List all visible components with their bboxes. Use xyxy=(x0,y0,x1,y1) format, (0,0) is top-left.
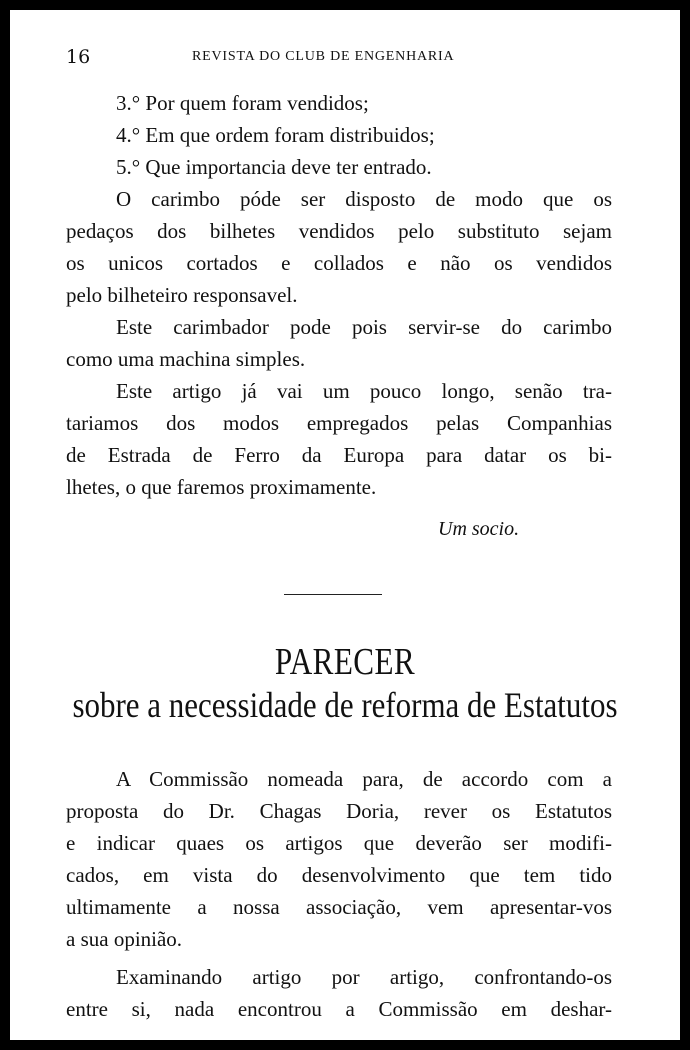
section-subtitle: sobre a necessidade de reforma de Estatutos xyxy=(72,685,618,725)
parecer-text xyxy=(66,764,612,1034)
text-line: Este carimbador pode pois servir-se do carimbo xyxy=(116,315,612,339)
text-line: A Commissão nomeada para, de accordo com a xyxy=(116,767,612,791)
text-line: pedaços dos bilhetes vendidos pelo substituto sejam xyxy=(66,219,612,243)
text-line: lhetes, o que faremos proximamente. xyxy=(66,475,377,499)
author-signature: Um socio. xyxy=(438,518,520,540)
text-line: 3.° Por quem foram vendidos; xyxy=(116,91,369,115)
text-line: proposta do Dr. Chagas Doria, rever os Estatutos xyxy=(66,799,612,823)
text-line: pelo bilheteiro responsavel. xyxy=(66,283,298,307)
text-line: ultimamente a nossa associação, vem apresentar-vos xyxy=(66,895,612,919)
text-line: entre si, nada encontrou a Commissão em deshar- xyxy=(66,997,612,1021)
section-divider xyxy=(284,594,382,595)
text-line: 5.° Que importancia deve ter entrado. xyxy=(116,155,432,179)
section-title: PARECER xyxy=(274,641,416,683)
text-line: e indicar quaes os artigos que deverão ser modifi- xyxy=(66,831,612,855)
text-line: 4.° Em que ordem foram distribuidos; xyxy=(116,123,435,147)
page-number: 16 xyxy=(66,46,91,68)
running-title: REVISTA DO CLUB DE ENGENHARIA xyxy=(192,49,455,64)
text-line: de Estrada de Ferro da Europa para datar os bi- xyxy=(66,443,612,467)
text-line: tariamos dos modos empregados pelas Companhias xyxy=(66,411,612,435)
text-line: os unicos cortados e collados e não os vendidos xyxy=(66,251,612,275)
article-end-text xyxy=(66,88,612,508)
text-line: O carimbo póde ser disposto de modo que os xyxy=(116,187,612,211)
page-header xyxy=(66,46,626,66)
document-page xyxy=(10,10,680,1040)
text-line: cados, em vista do desenvolvimento que tem tido xyxy=(66,863,612,887)
text-line: como uma machina simples. xyxy=(66,347,306,371)
text-line: Examinando artigo por artigo, confrontando-os xyxy=(116,965,612,989)
text-line: Este artigo já vai um pouco longo, senão tra- xyxy=(116,379,612,403)
text-line: a sua opinião. xyxy=(66,927,183,951)
